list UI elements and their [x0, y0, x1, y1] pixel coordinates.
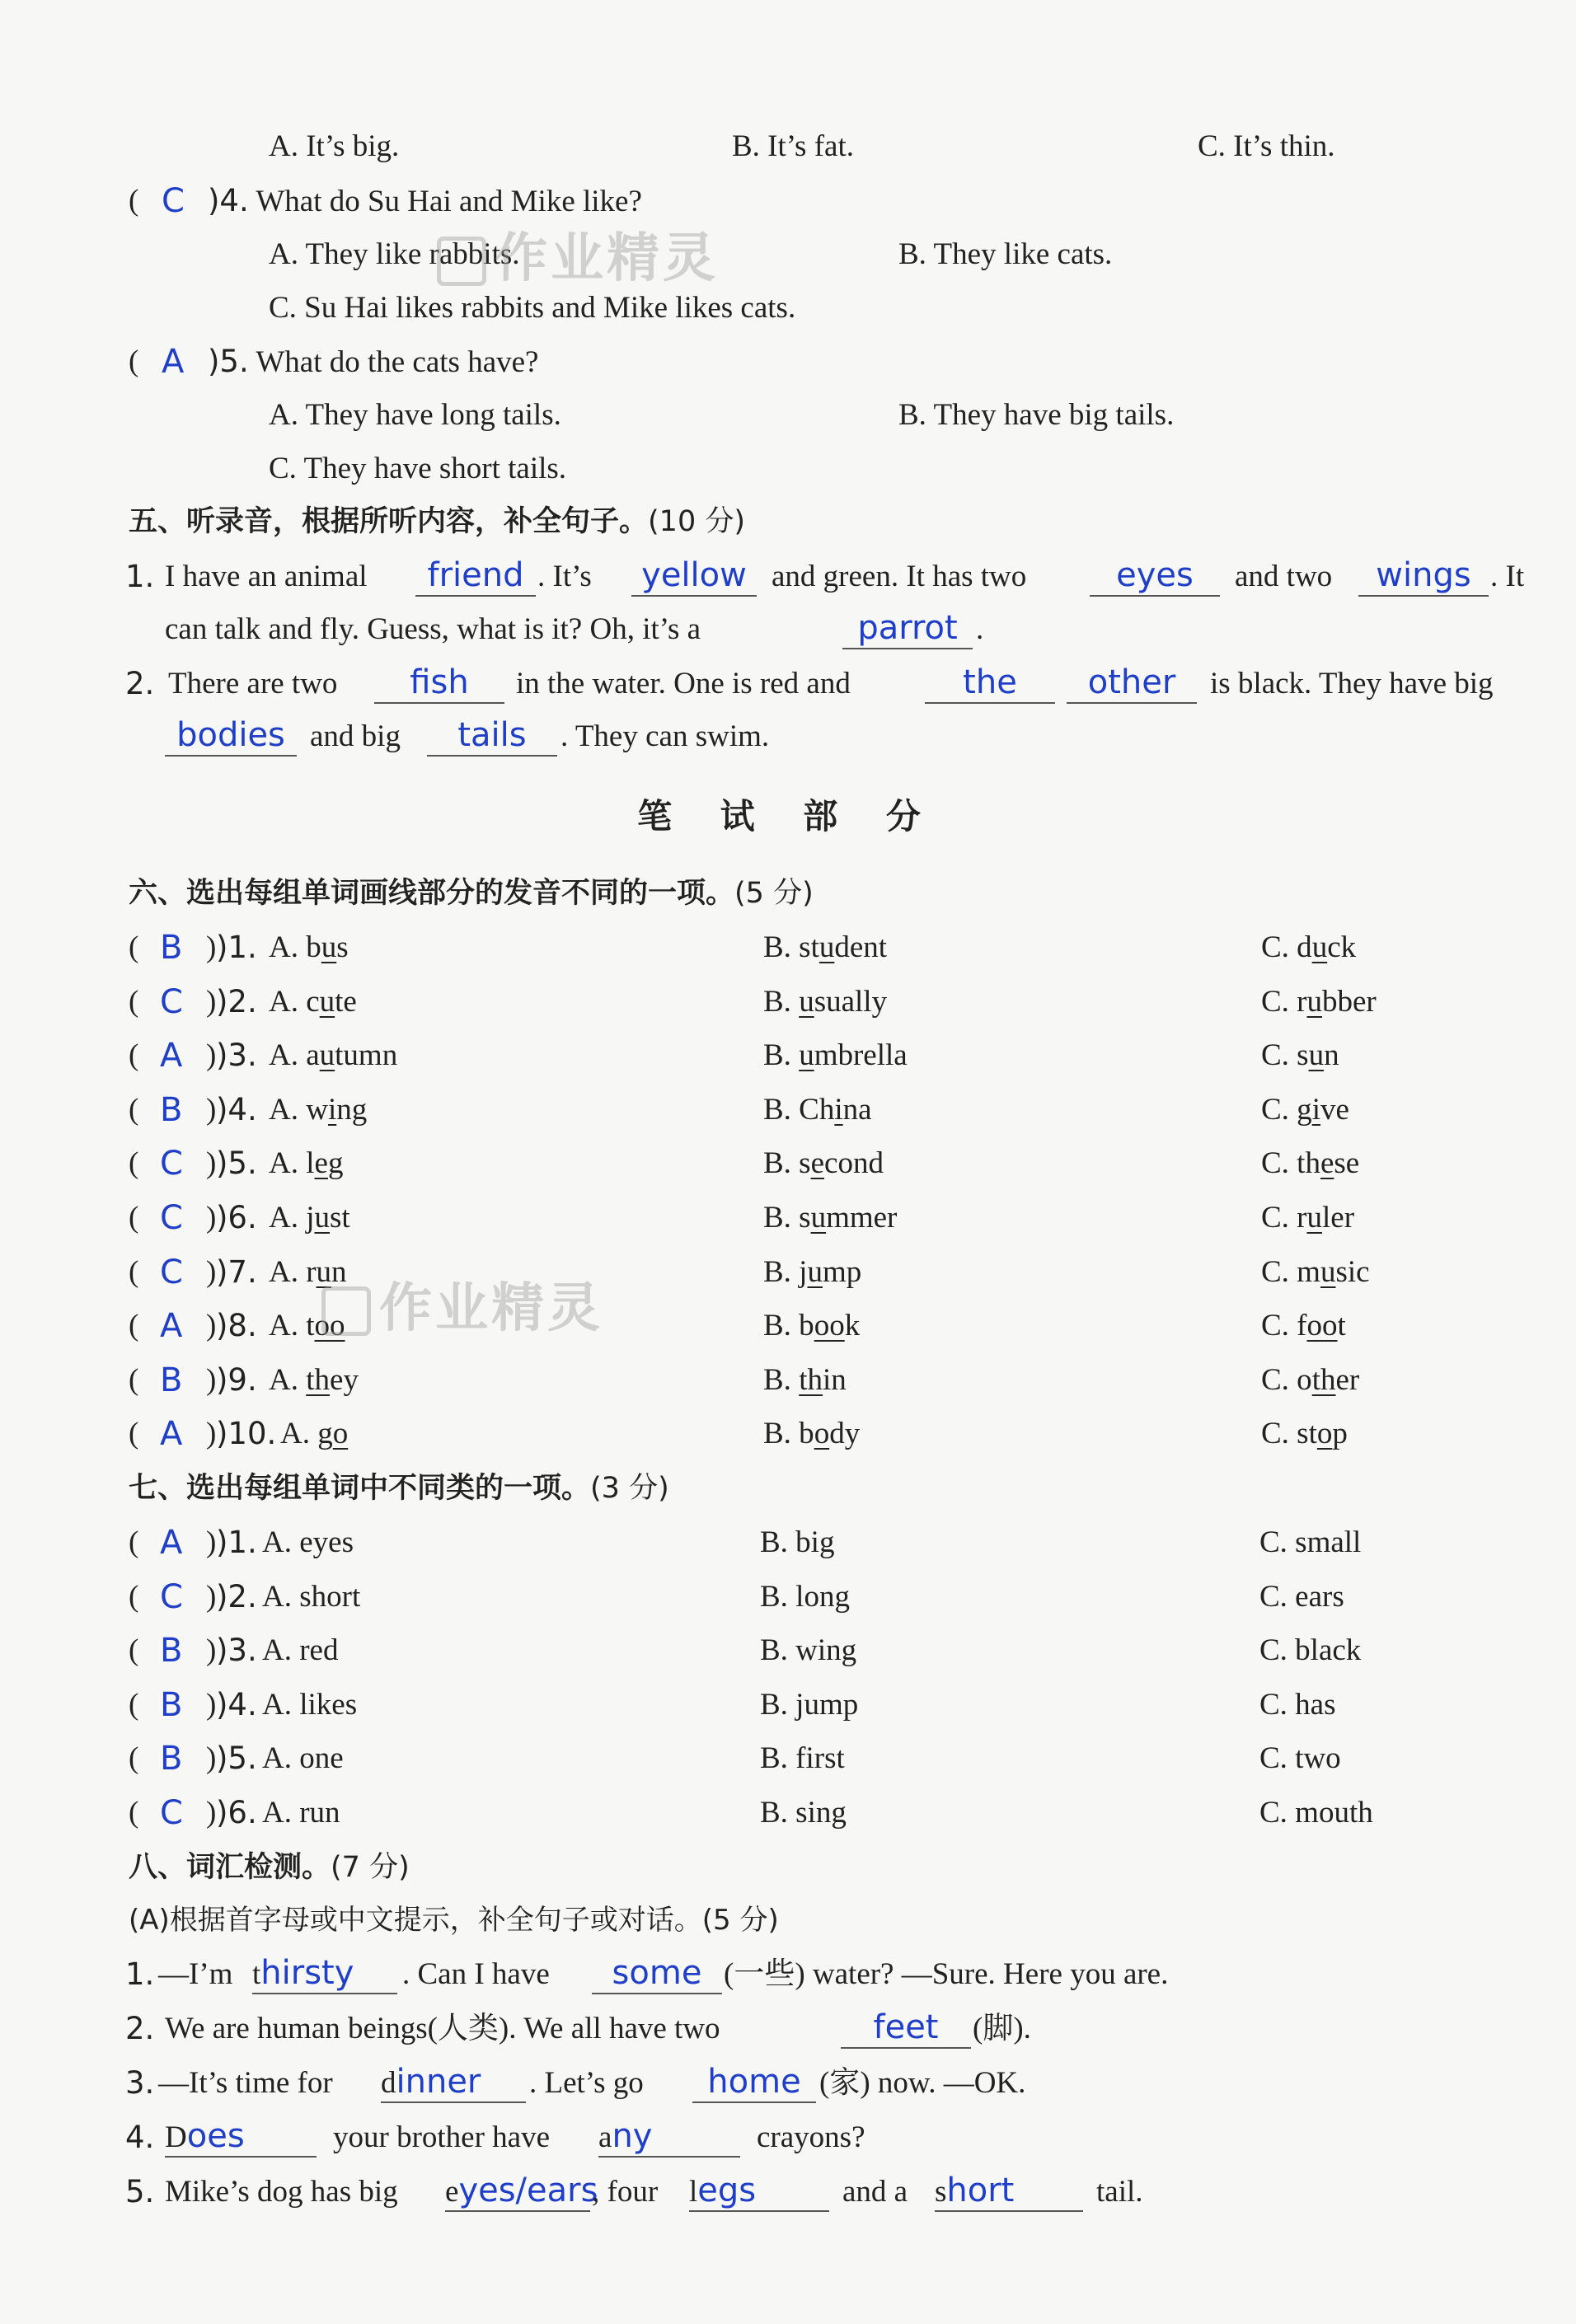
option-c[interactable]: C. ears: [1259, 1579, 1344, 1614]
answer-blank[interactable]: short: [935, 2167, 1083, 2212]
question-number: )10.: [216, 1416, 277, 1452]
answer-mark: B: [160, 1632, 183, 1670]
question-number: )2.: [216, 1578, 257, 1614]
section8-q2: 2. We are human beings(人类). We all have two feet (脚).: [0, 2004, 1576, 2054]
answer-blank[interactable]: yellow: [631, 552, 757, 597]
choice-row: ( A ) )8. A. too B. book C. foot: [0, 1301, 1576, 1351]
question-number: )5.: [208, 344, 249, 379]
section5-sentence-2-cont: bodies and big tails . They can swim.: [0, 712, 1576, 761]
option-a[interactable]: A. bus: [269, 930, 349, 964]
choice-row: ( B ) )3. A. red B. wing C. black: [0, 1626, 1576, 1675]
answer-blank[interactable]: some: [592, 1950, 722, 1994]
choice-row: ( B ) )1. A. bus B. student C. duck: [0, 923, 1576, 972]
option-a[interactable]: A. just: [269, 1201, 350, 1235]
option-c[interactable]: C. black: [1259, 1633, 1362, 1668]
section6-heading: 六、选出每组单词画线部分的发音不同的一项。(5 分): [129, 877, 814, 910]
answer-mark: B: [160, 1740, 183, 1778]
section8-q1: 1. —I’m thirsty . Can I have some (一些) water? —Sure. Here you are.: [0, 1950, 1576, 1999]
q5-option-c: [0, 444, 1576, 494]
q5-options-ab: [0, 391, 1576, 440]
answer-mark: A: [160, 1524, 183, 1562]
choice-row: ( B ) )4. A. likes B. jump C. has: [0, 1680, 1576, 1730]
choice-row: ( B ) )4. A. wing B. China C. give: [0, 1085, 1576, 1135]
question-number: )4.: [216, 1091, 257, 1127]
option-b: B. It’s fat.: [732, 129, 854, 163]
option-a: A. They have long tails.: [269, 398, 561, 432]
section8-subheading: (A)根据首字母或中文提示，补全句子或对话。(5 分): [129, 1904, 779, 1937]
option-b[interactable]: B. student: [763, 930, 888, 964]
question-number: )6.: [216, 1795, 257, 1830]
option-b[interactable]: B. usually: [763, 984, 888, 1019]
answer-blank[interactable]: dinner: [381, 2059, 526, 2103]
choice-row: ( C ) )2. A. short B. long C. ears: [0, 1572, 1576, 1622]
question-number: )3.: [216, 1633, 257, 1669]
option-a[interactable]: A. wing: [269, 1092, 368, 1127]
answer-blank[interactable]: thirsty: [252, 1950, 397, 1994]
answer-blank[interactable]: parrot: [842, 605, 973, 649]
choice-row: ( C ) )5. A. leg B. second C. these: [0, 1139, 1576, 1188]
answer-mark: A: [160, 1415, 183, 1454]
answer-mark: C: [160, 1253, 183, 1291]
question-number: )2.: [216, 983, 257, 1019]
answer-mark: C: [160, 1199, 183, 1237]
option-b[interactable]: B. summer: [763, 1201, 898, 1235]
option-b: B. They have big tails.: [898, 398, 1175, 432]
section8-q4: 4. Does your brother have any crayons?: [0, 2113, 1576, 2162]
section5-sentence-1: 1. I have an animal friend . It’s yellow and green. It has two eyes and two wings . It: [0, 552, 1576, 602]
watermark-logo: 作业精灵: [321, 1266, 603, 1342]
option-a[interactable]: A. autumn: [269, 1038, 398, 1073]
answer-blank[interactable]: eyes: [1090, 552, 1220, 597]
choice-row: ( C ) )2. A. cute B. usually C. rubber: [0, 977, 1576, 1027]
answer-mark: C: [160, 1145, 183, 1183]
choice-row: ( C ) )6. A. just B. summer C. ruler: [0, 1193, 1576, 1243]
option-b: B. They like cats.: [898, 237, 1113, 271]
question-number: )1.: [216, 930, 257, 965]
option-a[interactable]: A. one: [262, 1741, 344, 1776]
q5-question: ( A )5. What do the cats have?: [0, 337, 1576, 387]
answer-blank[interactable]: the: [925, 659, 1055, 704]
section8-q3: 3. —It’s time for dinner . Let’s go home (家) now. —OK.: [0, 2059, 1576, 2108]
question-number: )9.: [216, 1361, 257, 1398]
choice-row: ( B ) )9. A. they B. thin C. other: [0, 1356, 1576, 1405]
option-c[interactable]: C. foot: [1261, 1309, 1346, 1343]
question-number: )4.: [216, 1686, 257, 1722]
answer-mark: C: [160, 982, 183, 1021]
option-c: C. They have short tails.: [269, 452, 567, 485]
section8-heading: 八、词汇检测。(7 分): [129, 1851, 410, 1884]
option-a[interactable]: A. likes: [262, 1687, 358, 1722]
option-a[interactable]: A. go: [280, 1417, 349, 1451]
section5-heading: 五、听录音，根据所听内容，补全句子。(10 分): [129, 505, 745, 538]
option-c[interactable]: C. rubber: [1261, 984, 1377, 1019]
question-number: )1.: [216, 1525, 257, 1560]
answer-mark: C: [160, 1577, 183, 1616]
option-a[interactable]: A. eyes: [262, 1525, 354, 1559]
option-b[interactable]: B. big: [760, 1525, 835, 1559]
section7-heading: 七、选出每组单词中不同类的一项。(3 分): [129, 1472, 669, 1505]
answer-mark: C: [162, 182, 185, 220]
choice-row: ( A ) )3. A. autumn B. umbrella C. sun: [0, 1031, 1576, 1080]
option-c[interactable]: C. duck: [1261, 930, 1357, 964]
answer-mark: C: [160, 1794, 183, 1832]
option-a[interactable]: A. cute: [269, 984, 357, 1019]
choice-row: ( B ) )5. A. one B. first C. two: [0, 1734, 1576, 1783]
question-number: )5.: [216, 1146, 257, 1182]
section8-q5: 5. Mike’s dog has big eyes/ears , four legs and a short tail.: [0, 2167, 1576, 2217]
answer-mark: A: [160, 1037, 183, 1075]
answer-mark: B: [160, 1090, 183, 1129]
option-c[interactable]: C. two: [1259, 1741, 1341, 1776]
question-number: )7.: [216, 1253, 257, 1290]
option-c[interactable]: C. these: [1261, 1146, 1360, 1181]
option-a[interactable]: A. too: [269, 1309, 345, 1343]
option-b[interactable]: B. umbrella: [763, 1038, 908, 1073]
answer-blank[interactable]: any: [598, 2113, 740, 2158]
answer-blank[interactable]: wings: [1358, 552, 1489, 597]
answer-mark: B: [160, 1361, 183, 1399]
option-b[interactable]: B. wing: [760, 1633, 857, 1668]
answer-blank[interactable]: eyes/ears: [445, 2167, 590, 2212]
section5-sentence-1-cont: can talk and fly. Guess, what is it? Oh, it’s a parrot .: [0, 605, 1576, 654]
option-c[interactable]: C. has: [1259, 1687, 1336, 1722]
answer-blank[interactable]: feet: [841, 2004, 971, 2049]
question-number: )3.: [216, 1038, 257, 1074]
q3-options: [0, 122, 1576, 171]
question-text: What do Su Hai and Mike like?: [256, 185, 642, 218]
question-number: )6.: [216, 1200, 257, 1235]
option-a: A. They like rabbits.: [269, 237, 520, 271]
question-text: What do the cats have?: [256, 345, 539, 379]
option-b[interactable]: B. jump: [763, 1254, 862, 1289]
question-number: )4.: [208, 183, 249, 218]
option-c[interactable]: C. give: [1261, 1092, 1349, 1127]
q4-option-c: [0, 283, 1576, 333]
option-c[interactable]: C. ruler: [1261, 1201, 1355, 1235]
answer-mark: B: [160, 929, 183, 967]
choice-row: ( A ) )1. A. eyes B. big C. small: [0, 1518, 1576, 1567]
q4-options-ab: [0, 230, 1576, 279]
option-a[interactable]: A. they: [269, 1362, 359, 1397]
question-number: )8.: [216, 1308, 257, 1344]
option-a[interactable]: A. leg: [269, 1146, 344, 1181]
answer-mark: A: [162, 343, 185, 381]
option-c[interactable]: C. music: [1261, 1254, 1370, 1289]
option-b[interactable]: B. thin: [763, 1362, 847, 1397]
written-part-title: 笔 试 部 分: [637, 796, 939, 836]
choice-row: ( C ) )7. A. run B. jump C. music: [0, 1248, 1576, 1297]
answer-blank[interactable]: legs: [689, 2167, 829, 2212]
option-c[interactable]: C. sun: [1261, 1038, 1339, 1073]
answer-blank[interactable]: home: [692, 2059, 816, 2103]
section5-sentence-2: 2. There are two fish in the water. One is red and the other is black. They have big: [0, 659, 1576, 709]
answer-blank[interactable]: tails: [427, 712, 557, 757]
answer-mark: B: [160, 1685, 183, 1724]
option-c: C. Su Hai likes rabbits and Mike likes cats.: [269, 291, 796, 325]
answer-blank[interactable]: friend: [415, 552, 536, 597]
option-c[interactable]: C. other: [1261, 1362, 1360, 1397]
answer-mark: A: [160, 1307, 183, 1346]
option-c[interactable]: C. stop: [1261, 1417, 1348, 1451]
option-b[interactable]: B. sing: [760, 1796, 847, 1830]
option-b[interactable]: B. long: [760, 1579, 850, 1614]
watermark-logo: 作业精灵: [437, 216, 719, 292]
option-b[interactable]: B. book: [763, 1309, 861, 1343]
q4-question: ( C )4. What do Su Hai and Mike like?: [0, 176, 1576, 226]
option-b[interactable]: B. body: [763, 1417, 861, 1451]
option-c: C. It’s thin.: [1198, 129, 1335, 163]
option-a[interactable]: A. short: [262, 1579, 361, 1614]
answer-blank[interactable]: bodies: [165, 712, 297, 757]
option-b[interactable]: B. China: [763, 1092, 872, 1127]
option-c[interactable]: C. small: [1259, 1525, 1362, 1559]
answer-blank[interactable]: fish: [374, 659, 504, 704]
option-c[interactable]: C. mouth: [1259, 1796, 1373, 1830]
choice-row: ( A ) )10. A. go B. body C. stop: [0, 1409, 1576, 1459]
answer-blank[interactable]: other: [1067, 659, 1197, 704]
option-a[interactable]: A. run: [262, 1796, 340, 1830]
question-number: )5.: [216, 1741, 257, 1777]
option-a: A. It’s big.: [269, 129, 400, 163]
option-a[interactable]: A. run: [269, 1254, 347, 1289]
option-b[interactable]: B. first: [760, 1741, 845, 1776]
option-b[interactable]: B. second: [763, 1146, 884, 1181]
choice-row: ( C ) )6. A. run B. sing C. mouth: [0, 1788, 1576, 1838]
answer-blank[interactable]: Does: [165, 2113, 317, 2158]
option-b[interactable]: B. jump: [760, 1687, 859, 1722]
option-a[interactable]: A. red: [262, 1633, 339, 1668]
